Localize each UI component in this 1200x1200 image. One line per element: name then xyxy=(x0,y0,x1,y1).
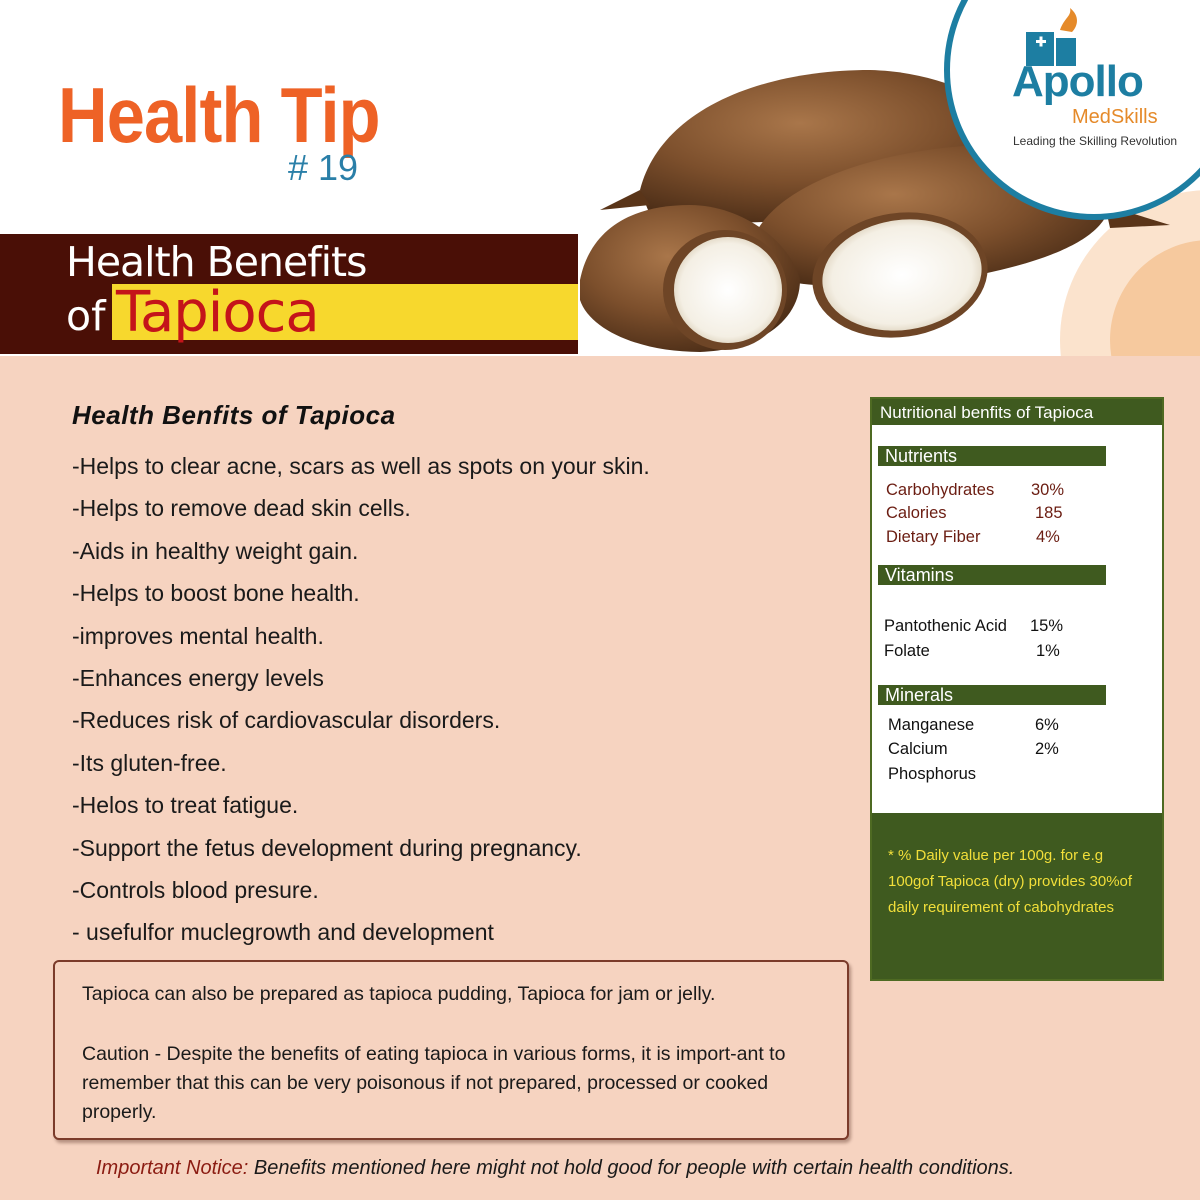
nutrient-value: 185 xyxy=(1035,504,1063,522)
banner-highlight-text: Tapioca xyxy=(116,280,319,345)
banner-of: of xyxy=(66,292,106,340)
note-preparation: Tapioca can also be prepared as tapioca pudding, Tapioca for jam or jelly. xyxy=(82,983,716,1005)
nutrient-value: 4% xyxy=(1036,528,1060,546)
nutrient-value: 30% xyxy=(1031,481,1065,499)
mineral-name: Manganese xyxy=(888,716,975,734)
nutrients-section-label: Nutrients xyxy=(878,446,1106,466)
important-notice xyxy=(96,1157,1014,1180)
minerals-section-label: Minerals xyxy=(878,685,1106,705)
benefit-item: -Aids in healthy weight gain. xyxy=(72,537,359,564)
benefit-item: -Its gluten-free. xyxy=(72,749,227,776)
logo-tagline: Leading the Skilling Revolution xyxy=(1013,134,1178,148)
mineral-name: Calcium xyxy=(888,740,948,758)
notice-label: Important Notice: xyxy=(96,1157,249,1179)
nutrient-name: Dietary Fiber xyxy=(886,528,981,546)
benefit-item: -Helps to clear acne, scars as well as spots on your skin. xyxy=(72,453,650,479)
mineral-value: 2% xyxy=(1035,740,1059,758)
vitamin-name: Folate xyxy=(884,642,930,660)
benefit-item: -Helps to remove dead skin cells. xyxy=(72,495,411,522)
vitamins-section-label: Vitamins xyxy=(878,565,1106,585)
nutrient-name: Carbohydrates xyxy=(886,481,995,499)
vitamin-value: 1% xyxy=(1036,642,1060,660)
benefit-item: -Controls blood presure. xyxy=(72,876,319,903)
benefit-item: - usefulfor muclegrowth and development xyxy=(72,919,494,946)
benefit-item: -Enhances energy levels xyxy=(72,664,324,691)
page-title: Health Tip xyxy=(58,71,380,159)
tip-number: # 19 xyxy=(288,147,359,188)
benefits-list xyxy=(72,450,650,959)
benefit-item: -Helos to treat fatigue. xyxy=(72,792,299,819)
mineral-value: 6% xyxy=(1035,716,1059,734)
logo-brand: Apollo xyxy=(1012,57,1143,106)
notice-text: Benefits mentioned here might not hold good for people with certain health conditions. xyxy=(248,1157,1015,1179)
banner-line1: Health Benefits xyxy=(66,238,367,286)
nutrient-name: Calories xyxy=(886,504,947,522)
vitamin-value: 15% xyxy=(1030,617,1064,635)
logo-sub: MedSkills xyxy=(1072,106,1158,128)
benefit-item: -improves mental health. xyxy=(72,622,324,649)
mineral-name: Phosphorus xyxy=(888,765,977,783)
benefits-heading: Health Benfits of Tapioca xyxy=(72,400,396,430)
note-caution: Caution - Despite the benefits of eating tapioca in various forms, it is import-ant to remember that this can be very poisonous if not prepared, processed or cooked properly. xyxy=(82,1043,786,1123)
nutrition-footnote: * % Daily value per 100g. for e.g 100gof Tapioca (dry) provides 30%of daily requirement of cabohydrates xyxy=(888,847,1133,916)
nutrition-card-title: Nutritional benfits of Tapioca xyxy=(872,399,1162,425)
benefit-item: -Helps to boost bone health. xyxy=(72,580,360,607)
benefit-item: -Support the fetus development during pregnancy. xyxy=(72,834,582,861)
vitamin-name: Pantothenic Acid xyxy=(884,617,1007,635)
benefit-item: -Reduces risk of cardiovascular disorders. xyxy=(72,707,501,734)
header xyxy=(0,0,1200,356)
